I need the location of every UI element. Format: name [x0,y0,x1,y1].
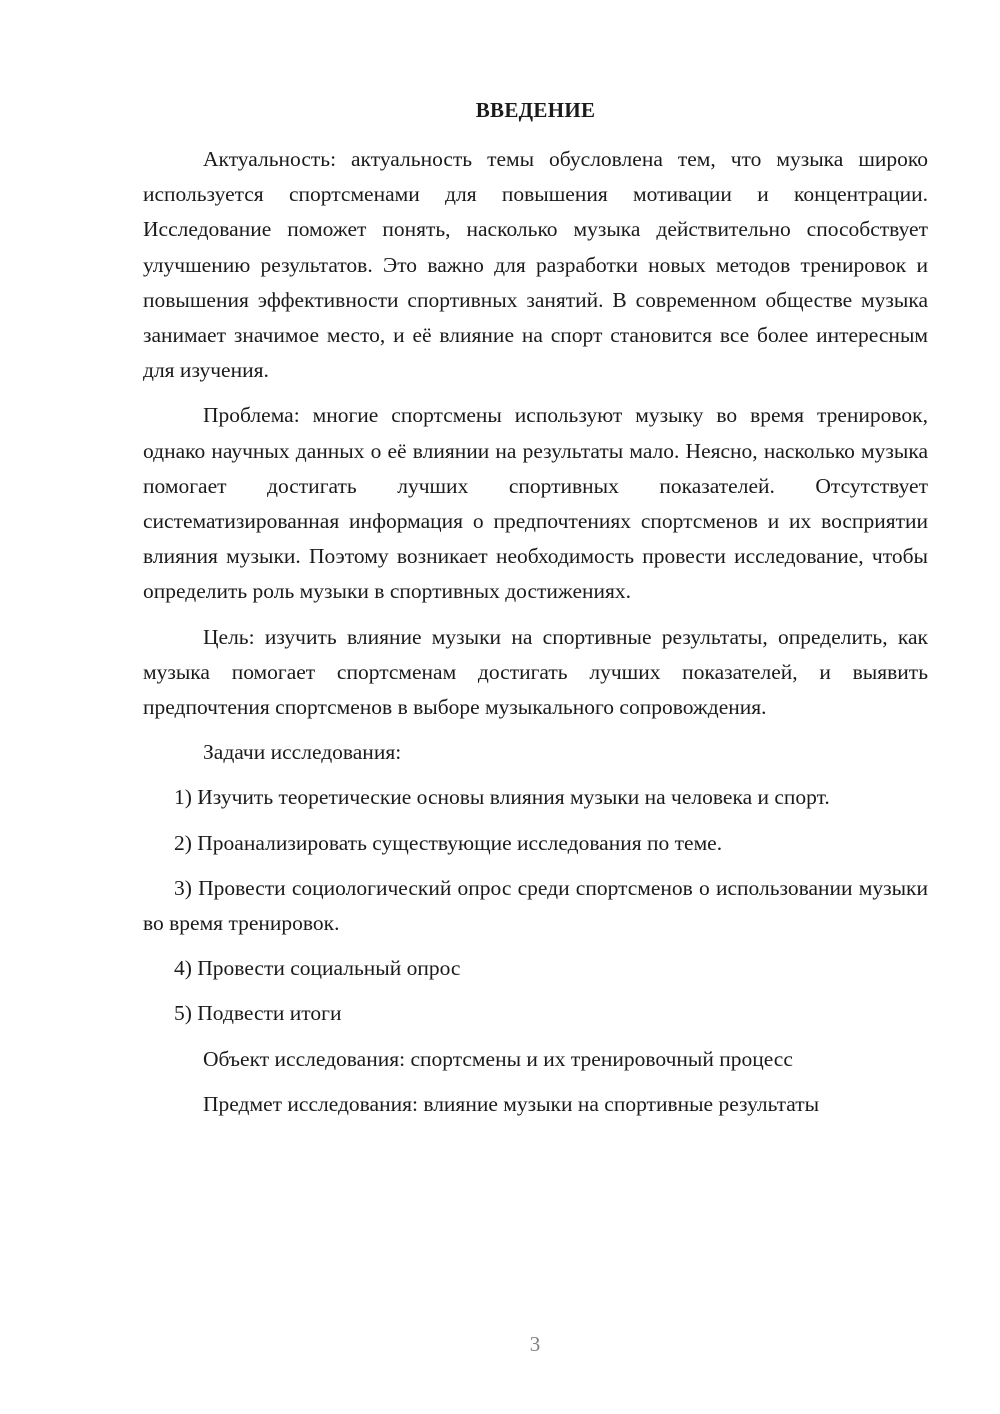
page-number: 3 [529,1332,541,1356]
paragraph-subject: Предмет исследования: влияние музыки на спортивные результаты [203,1091,820,1116]
task-item-3: 3) Провести социологический опрос среди спортсменов о использовании музыки во время тренировок. [143,875,928,936]
task-item-4: 4) Провести социальный опрос [174,956,461,981]
task-item-5: 5) Подвести итоги [174,1001,342,1026]
paragraph-problem: Проблема: многие спортсмены используют музыку во время тренировок, однако научных данных о её влиянии на результаты мало. Неясно, насколько музыка помогает достигать лучших спортивных показателей. Отсутствует систематизированная информация о предпочтениях спортсменов и их восприятии влияния музыки. Поэтому возникает необходимость провести исследование, чтобы определить роль музыки в спортивных достижениях. [143,403,928,604]
task-item-2: 2) Проанализировать существующие исследования по теме. [174,830,723,855]
paragraph-relevance: Актуальность: актуальность темы обусловлена тем, что музыка широко используется спортсменами для повышения мотивации и концентрации. Исследование поможет понять, насколько музыка действительно способствует улучшению результатов. Это важно для разработки новых методов тренировок и повышения эффективности спортивных занятий. В современном обществе музыка занимает значимое место, и её влияние на спорт становится все более интересным для изучения. [143,147,928,383]
tasks-heading: Задачи исследования: [203,740,402,765]
document-body [143,142,928,1132]
task-item-1: 1) Изучить теоретические основы влияния музыки на человека и спорт. [174,785,830,810]
page-title: ВВЕДЕНИЕ [475,98,596,122]
paragraph-goal: Цель: изучить влияние музыки на спортивные результаты, определить, как музыка помогает спортсменам достигать лучших показателей, и выявить предпочтения спортсменов в выборе музыкального сопровождения. [143,624,928,720]
paragraph-object: Объект исследования: спортсмены и их тренировочный процесс [203,1046,793,1071]
